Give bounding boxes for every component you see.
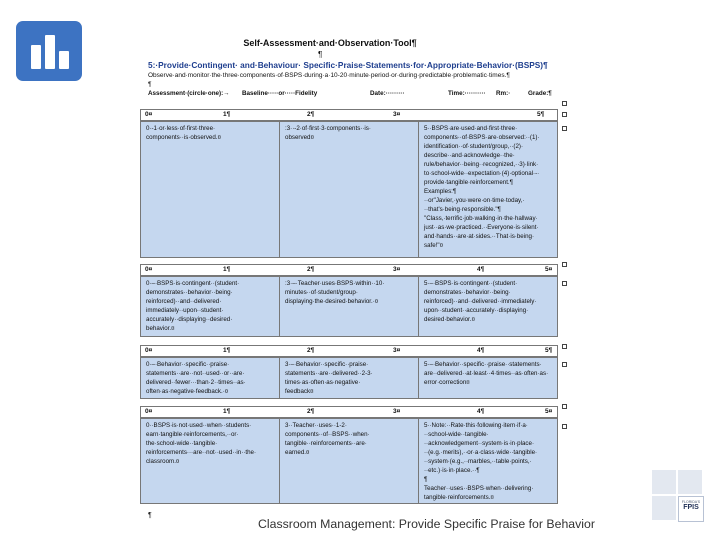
row-end-marker: [562, 126, 567, 131]
room-field[interactable]: Rm:·: [496, 90, 511, 97]
bar-chart-icon: [16, 21, 82, 81]
rating-scale-3: [140, 345, 558, 357]
scale-0[interactable]: 0¤: [145, 347, 153, 354]
scale-4[interactable]: 4¶: [477, 408, 485, 415]
assessment-label: Assessment·(circle·one):→: [148, 90, 230, 97]
criteria-cell-low: 0··BSPS·is·not·used··when··students· earn·tangible·reinforcements,··or· the·school-wide··tangible· reinforcements···are··not··used··in··the· classroom.¤: [141, 419, 280, 503]
criteria-cell-mid: :3··-2·of·first·3·components··is· observed¤: [280, 122, 419, 257]
row-end-marker: [562, 344, 567, 349]
scale-3[interactable]: 3¤: [393, 347, 401, 354]
criteria-block-3: [140, 357, 558, 399]
criteria-cell-high: 5·–·Behavior··specific··praise··statements· are··delivered··at·least··4·times··as·often·as· error·correction¤: [424, 361, 549, 386]
criteria-cell-low: 0·-1·or·less·of·first·three· components··is·observed.¤: [141, 122, 280, 257]
rating-scale-2: [140, 264, 558, 276]
criteria-cell-high: 5·–·BSPS·is·contingent··(student· demonstrates··behavior··being· reinforced)··and··delivered··immediately· upon··student··accurately··displaying· desired·behavior.¤: [424, 280, 537, 323]
scale-1[interactable]: 1¶: [223, 111, 231, 118]
time-field[interactable]: Time:··········: [448, 90, 486, 97]
assessment-options[interactable]: Baseline·····or·····Fidelity: [242, 90, 318, 97]
criteria-block-4: [140, 418, 558, 504]
row-end-marker: [562, 281, 567, 286]
scale-1[interactable]: 1¶: [223, 408, 231, 415]
slide-caption: Classroom Management: Provide Specific Praise for Behavior: [258, 517, 595, 531]
instructions-text: Observe·and·monitor·the·three·components·of·BSPS·during·a·10-20·minute·period·or·during·predictable·problematic·times.¶: [148, 72, 510, 79]
rating-scale-4: [140, 406, 558, 418]
criteria-block-2: [140, 276, 558, 337]
decorative-square: [652, 496, 676, 520]
scale-0[interactable]: 0¤: [145, 408, 153, 415]
fpis-logo: [678, 496, 704, 522]
scale-4[interactable]: 4¶: [477, 266, 485, 273]
fpis-logo-subtitle: FLORIDA'S: [681, 500, 701, 504]
paragraph-mark-2: ¶: [148, 81, 152, 88]
scale-1[interactable]: 1¶: [223, 266, 231, 273]
row-end-marker: [562, 404, 567, 409]
section-heading: 5:·Provide·Contingent· and·Behaviour· Specific·Praise·Statements·for·Appropriate·Behavior·(BSPS)¶: [148, 60, 548, 70]
scale-5[interactable]: 5¤: [545, 266, 553, 273]
criteria-cell-mid: 3·–·Behavior··specific··praise· statements··are··delivered··2-3· times·as·often·as·negative· feedback¤: [280, 358, 419, 398]
decorative-square: [678, 470, 702, 494]
decorative-square: [652, 470, 676, 494]
scale-5[interactable]: 5¶: [545, 347, 553, 354]
criteria-cell-high: 5··BSPS·are·used·and·first·three· components··of·BSPS·are·observed:··(1)· identification··of·student/group,··(2)· describe··and·acknowledge··the· rule/behavior··being··recognized,··3)·link· to·school-wide··expectation·(4)·optional·-· provide·tangible·reinforcement.¶ Examples:¶ ··or"Javier,·you·were·on·time·today,· ··that's·being·responsible."¶ "Class,·terrific·job·walking·in·the·hallway· just··as·we·practiced.··Everyone·is·silent· and·hands··are·at·sides.··That·is·being· safe!"¤: [424, 125, 540, 249]
row-end-marker: [562, 362, 567, 367]
row-end-marker: [562, 101, 567, 106]
criteria-cell-high: 5··Note:··Rate·this·following·item·if·a· ··school-wide··tangible· ··acknowledgement··system·is·in·place· ··(e.g.·merits),··or·a·class·wide··tangible· ··system·(e.g.,··marbles,··table·points,· ··etc.)·is·in·place.··¶ ¶ Teacher··uses··BSPS·when··delivering· tangible·reinforcements.¤: [424, 422, 538, 501]
scale-5[interactable]: 5¶: [537, 111, 545, 118]
scale-3[interactable]: 3¤: [393, 408, 401, 415]
row-end-marker: [562, 424, 567, 429]
paragraph-mark: ¶: [318, 50, 323, 59]
scale-3[interactable]: 3¤: [393, 266, 401, 273]
scale-2[interactable]: 2¶: [307, 408, 315, 415]
scale-3[interactable]: 3¤: [393, 111, 401, 118]
criteria-cell-low: 0·–·Behavior··specific··praise· statements··are··not··used··or··are· delivered··fewer···than·2··times··as· often·as·negative·feedback.·¤: [141, 358, 280, 398]
scale-0[interactable]: 0¤: [145, 111, 153, 118]
criteria-cell-mid: 3··Teacher··uses··1-2· components··of··BSPS··when· tangible··reinforcements··are· earned.¤: [280, 419, 419, 503]
criteria-cell-mid: :3·–·Teacher·uses·BSPS·within··10· minutes··of·student/group· displaying·the·desired·behavior.·¤: [280, 277, 419, 336]
row-end-marker: [562, 262, 567, 267]
criteria-cell-low: 0·–·BSPS·is·contingent··(student· demonstrates··behavior··being· reinforced)··and··delivered· immediately··upon··student· accurately··displaying··desired· behavior.¤: [141, 277, 280, 336]
scale-2[interactable]: 2¶: [307, 266, 315, 273]
row-end-marker: [562, 112, 567, 117]
fpis-logo-title: FPIS: [683, 504, 699, 511]
date-field[interactable]: Date:·········: [370, 90, 405, 97]
criteria-block-1: [140, 121, 558, 258]
scale-4[interactable]: 4¶: [477, 347, 485, 354]
scale-5[interactable]: 5¤: [545, 408, 553, 415]
scale-2[interactable]: 2¶: [307, 347, 315, 354]
rating-scale-1: [140, 109, 558, 121]
scale-0[interactable]: 0¤: [145, 266, 153, 273]
paragraph-mark-end: ¶: [148, 512, 152, 519]
scale-2[interactable]: 2¶: [307, 111, 315, 118]
scale-1[interactable]: 1¶: [223, 347, 231, 354]
grade-field[interactable]: Grade:¶: [528, 90, 552, 97]
document-title: Self-Assessment·and·Observation·Tool¶: [243, 38, 417, 48]
